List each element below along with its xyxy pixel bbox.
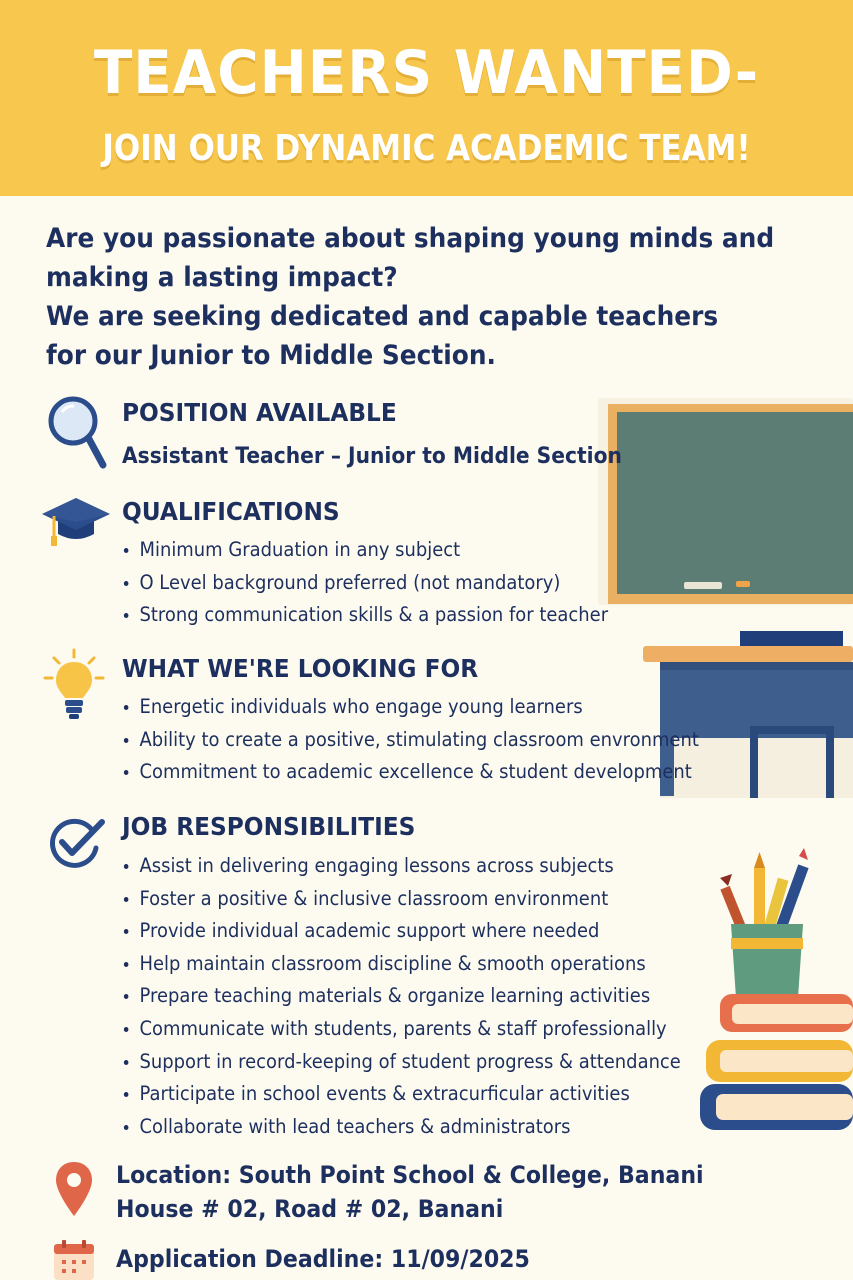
position-title: POSITION AVAILABLE: [122, 398, 397, 427]
responsibilities-title: JOB RESPONSIBILITIES: [122, 812, 416, 841]
list-item: Ability to create a positive, stimulating classroom envronment: [122, 724, 699, 757]
list-item: Collaborate with lead teachers & administrators: [122, 1111, 681, 1144]
intro-line: Are you passionate about shaping young minds and: [46, 223, 775, 254]
calendar-icon: [52, 1238, 96, 1280]
location-line: Location: South Point School & College, Banani: [116, 1161, 704, 1189]
intro-line: for our Junior to Middle Section.: [46, 340, 496, 371]
list-item: Assist in delivering engaging lessons across subjects: [122, 850, 681, 883]
list-item: Prepare teaching materials & organize learning activities: [122, 980, 681, 1013]
list-item: Foster a positive & inclusive classroom environment: [122, 883, 681, 916]
list-item: Communicate with students, parents & staff professionally: [122, 1013, 681, 1046]
headline-title: TEACHERS WANTED-: [93, 38, 760, 108]
intro-line: We are seeking dedicated and capable teachers: [46, 301, 719, 332]
header-banner: [0, 0, 853, 196]
checkmark-icon: [48, 818, 106, 870]
lightbulb-icon: [42, 648, 106, 724]
magnifier-icon: [46, 394, 108, 470]
list-item: Participate in school events & extracurficular activities: [122, 1078, 681, 1111]
list-item: Energetic individuals who engage young learners: [122, 691, 699, 724]
address-line: House # 02, Road # 02, Banani: [116, 1195, 504, 1223]
list-item: Support in record-keeping of student progress & attendance: [122, 1046, 681, 1079]
position-value: Assistant Teacher – Junior to Middle Section: [122, 444, 622, 469]
list-item: Minimum Graduation in any subject: [122, 534, 608, 567]
qualifications-list: [122, 534, 650, 632]
list-item: O Level background preferred (not mandatory): [122, 567, 608, 600]
responsibilities-list: [122, 850, 729, 1143]
headline-subtitle: JOIN OUR DYNAMIC ACADEMIC TEAM!: [102, 128, 751, 169]
graduation-cap-icon: [40, 494, 112, 552]
looking-for-title: WHAT WE'RE LOOKING FOR: [122, 654, 479, 683]
list-item: Provide individual academic support where needed: [122, 915, 681, 948]
location-pin-icon: [54, 1160, 94, 1218]
looking-for-list: [122, 691, 749, 789]
intro-text: [46, 219, 775, 375]
list-item: Strong communication skills & a passion for teacher: [122, 599, 608, 632]
list-item: Help maintain classroom discipline & smooth operations: [122, 948, 681, 981]
intro-line: making a lasting impact?: [46, 262, 398, 293]
list-item: Commitment to academic excellence & student development: [122, 756, 699, 789]
qualifications-title: QUALIFICATIONS: [122, 497, 340, 526]
deadline-line: Application Deadline: 11/09/2025: [116, 1245, 530, 1273]
